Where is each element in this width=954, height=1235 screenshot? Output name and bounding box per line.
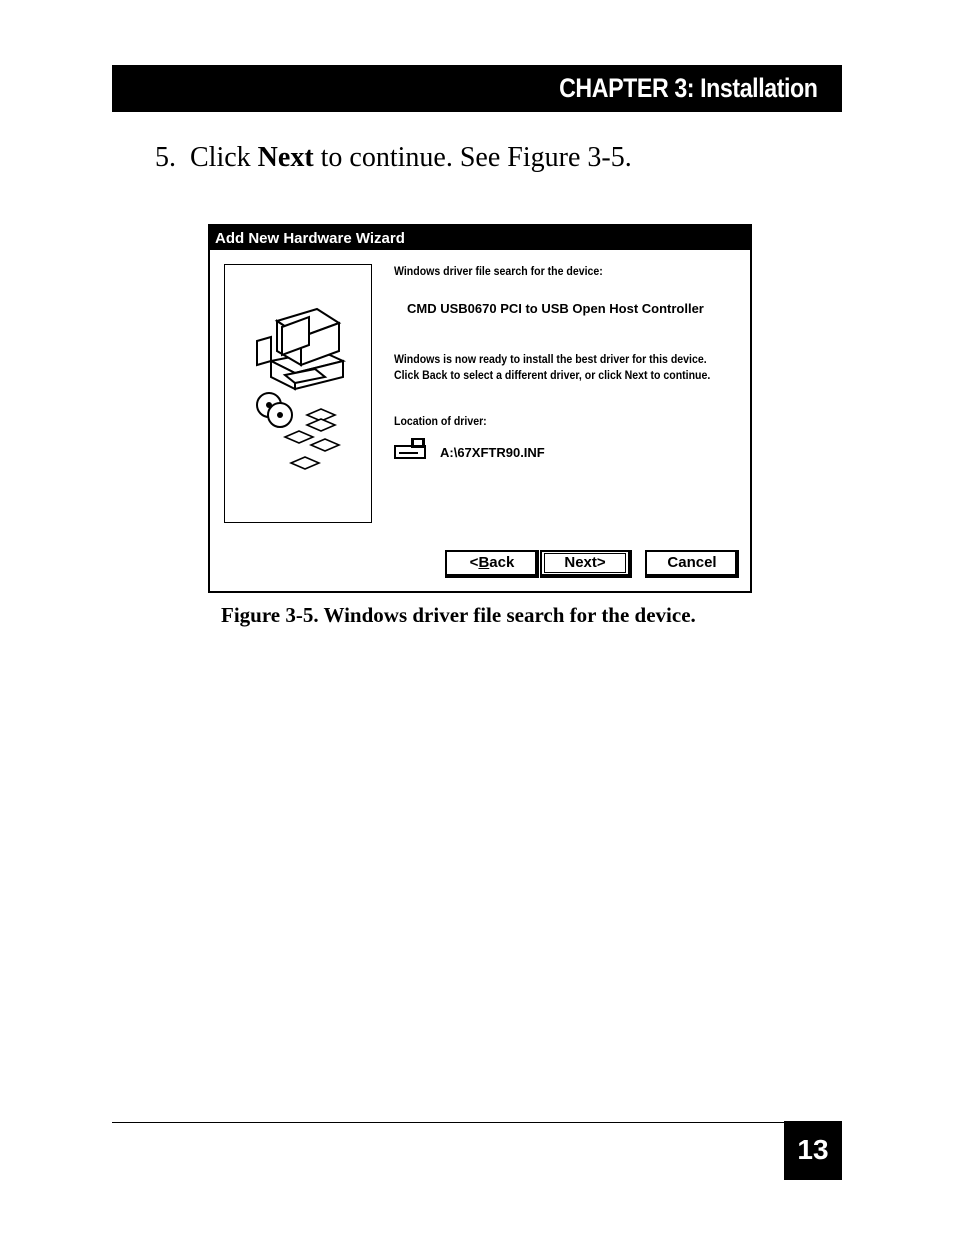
ready-text-line2: Click Back to select a different driver, or click Next to continue.	[394, 368, 711, 382]
next-button-label: Next>	[544, 553, 626, 573]
ready-text-line1: Windows is now ready to install the best driver for this device.	[394, 352, 707, 366]
wizard-dialog	[208, 224, 752, 593]
footer-divider	[112, 1122, 784, 1123]
step-text-bold: Next	[257, 142, 314, 173]
back-prefix: <	[469, 554, 479, 571]
back-rest: ack	[489, 554, 515, 571]
computer-and-disks-icon	[225, 265, 371, 522]
back-hotkey: B	[478, 554, 490, 571]
figure-caption: Figure 3-5. Windows driver file search for the device.	[221, 603, 696, 627]
step-text-before: Click	[190, 142, 258, 173]
back-button[interactable]	[445, 550, 539, 578]
step-instruction	[155, 142, 632, 174]
wizard-illustration	[224, 264, 372, 523]
page-number: 13	[784, 1121, 842, 1180]
chapter-header-bar	[112, 65, 842, 112]
step-text-after: to continue. See Figure 3-5.	[313, 142, 632, 173]
floppy-drive-icon	[394, 437, 428, 459]
step-number: 5.	[155, 142, 176, 173]
device-name: CMD USB0670 PCI to USB Open Host Controller	[407, 301, 704, 316]
location-label: Location of driver:	[394, 414, 487, 428]
cancel-button[interactable]: Cancel	[645, 550, 739, 578]
wizard-title: Add New Hardware Wizard	[210, 226, 750, 250]
chapter-title: CHAPTER 3: Installation	[559, 73, 818, 103]
driver-path: A:\67XFTR90.INF	[440, 445, 545, 460]
search-label: Windows driver file search for the device:	[394, 264, 603, 278]
next-button[interactable]	[540, 550, 632, 578]
